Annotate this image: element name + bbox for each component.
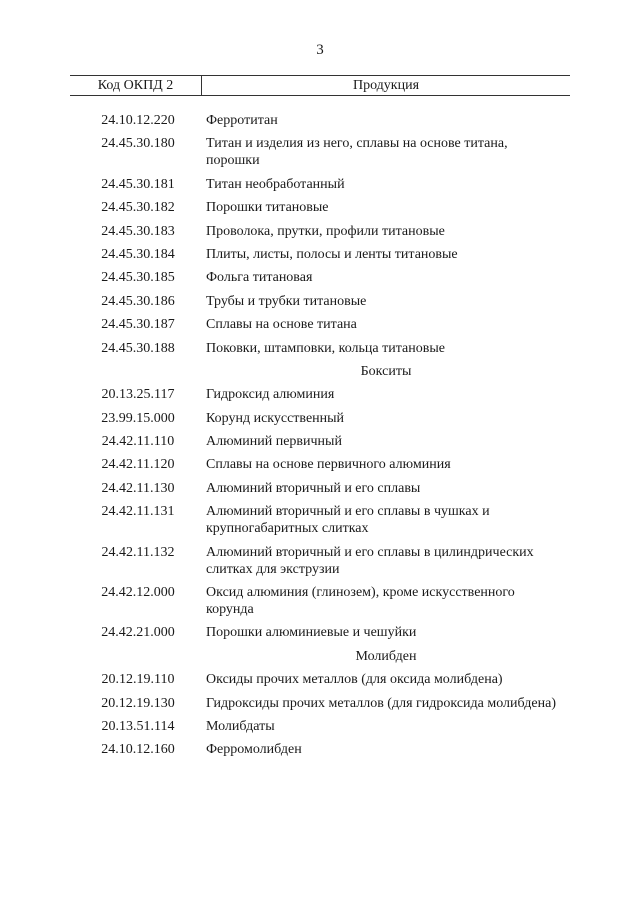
table-row [70,433,570,450]
product-name: Гидроксид алюминия [206,387,335,403]
table-row [70,176,570,193]
table-row [70,718,570,735]
table-row [70,544,570,578]
okpd-code: 24.45.30.183 [101,223,175,239]
header-code: Код ОКПД 2 [70,76,202,95]
okpd-code: 24.42.11.131 [101,504,175,520]
table-row [70,269,570,286]
header-product: Продукция [352,78,420,93]
table-row [70,199,570,216]
okpd-code: 24.42.12.000 [101,585,175,601]
okpd-code: 24.10.12.160 [101,742,175,758]
table-row [70,584,570,618]
product-name: Проволока, прутки, профили титановые [206,223,445,239]
okpd-code: 24.45.30.187 [101,317,175,333]
product-name: Сплавы на основе титана [206,317,357,333]
okpd-code: 24.45.30.181 [101,176,175,192]
okpd-code: 24.45.30.188 [101,340,175,356]
okpd-code: 24.42.11.132 [101,544,175,560]
table-row [70,624,570,641]
okpd-code: 20.12.19.130 [101,695,175,711]
product-name: Ферромолибден [206,742,302,758]
table-body [70,112,570,758]
product-name: Ферротитан [206,113,278,128]
product-name: Фольга титановая [206,270,313,286]
product-table [70,75,570,765]
table-row [70,456,570,473]
okpd-code: 24.45.30.185 [101,270,175,286]
okpd-code: 23.99.15.000 [101,410,175,426]
product-name: Порошки алюминиевые и чешуйки [206,625,417,641]
okpd-code: 24.45.30.184 [101,246,175,262]
okpd-code: 20.13.51.114 [101,718,175,734]
section-heading: Молибден [355,648,417,664]
product-name: Трубы и трубки титановые [206,293,367,309]
product-name: Корунд искусственный [206,410,345,426]
product-name: Алюминий вторичный и его сплавы [206,480,421,496]
table-row [70,316,570,333]
okpd-code: 24.45.30.182 [101,200,175,216]
table-row [70,112,570,129]
product-name: Титан необработанный [206,176,345,192]
okpd-code: 24.42.11.110 [101,434,175,450]
table-row [70,741,570,758]
okpd-code: 24.45.30.186 [101,293,175,309]
okpd-code: 24.45.30.180 [101,136,175,152]
product-name: Гидроксиды прочих металлов (для гидроксида молибдена) [206,695,557,711]
table-row [70,293,570,310]
table-header [70,75,570,96]
table-row [70,410,570,427]
table-row [70,671,570,688]
okpd-code: 24.42.21.000 [101,625,175,641]
okpd-code: 20.12.19.110 [101,672,175,688]
okpd-code: 20.13.25.117 [101,387,175,403]
page-number: 3 [316,42,324,58]
product-name: Порошки титановые [206,200,329,216]
okpd-code: 24.42.11.130 [101,480,175,496]
table-row [70,695,570,712]
product-name: Алюминий вторичный и его сплавы в цилиндрических слитках для экструзии [206,544,534,577]
product-name: Алюминий первичный [206,434,342,450]
product-name: Поковки, штамповки, кольца титановые [206,340,445,356]
table-row [70,246,570,263]
okpd-code: 24.42.11.120 [101,457,175,473]
product-name: Алюминий вторичный и его сплавы в чушках и крупногабаритных слитках [206,504,490,537]
table-row [70,480,570,497]
product-name: Молибдаты [206,718,275,734]
okpd-code: 24.10.12.220 [101,113,175,128]
product-name: Сплавы на основе первичного алюминия [206,457,451,473]
table-row [70,135,570,169]
table-row [70,340,570,357]
product-name: Плиты, листы, полосы и ленты титановые [206,246,458,262]
table-row [70,223,570,240]
product-name: Оксид алюминия (глинозем), кроме искусственного корунда [206,585,515,618]
table-row [70,386,570,403]
product-name: Оксиды прочих металлов (для оксида молибдена) [206,672,503,688]
product-name: Титан и изделия из него, сплавы на основе титана, порошки [206,136,508,169]
section-heading: Бокситы [360,363,412,379]
table-row [70,503,570,537]
